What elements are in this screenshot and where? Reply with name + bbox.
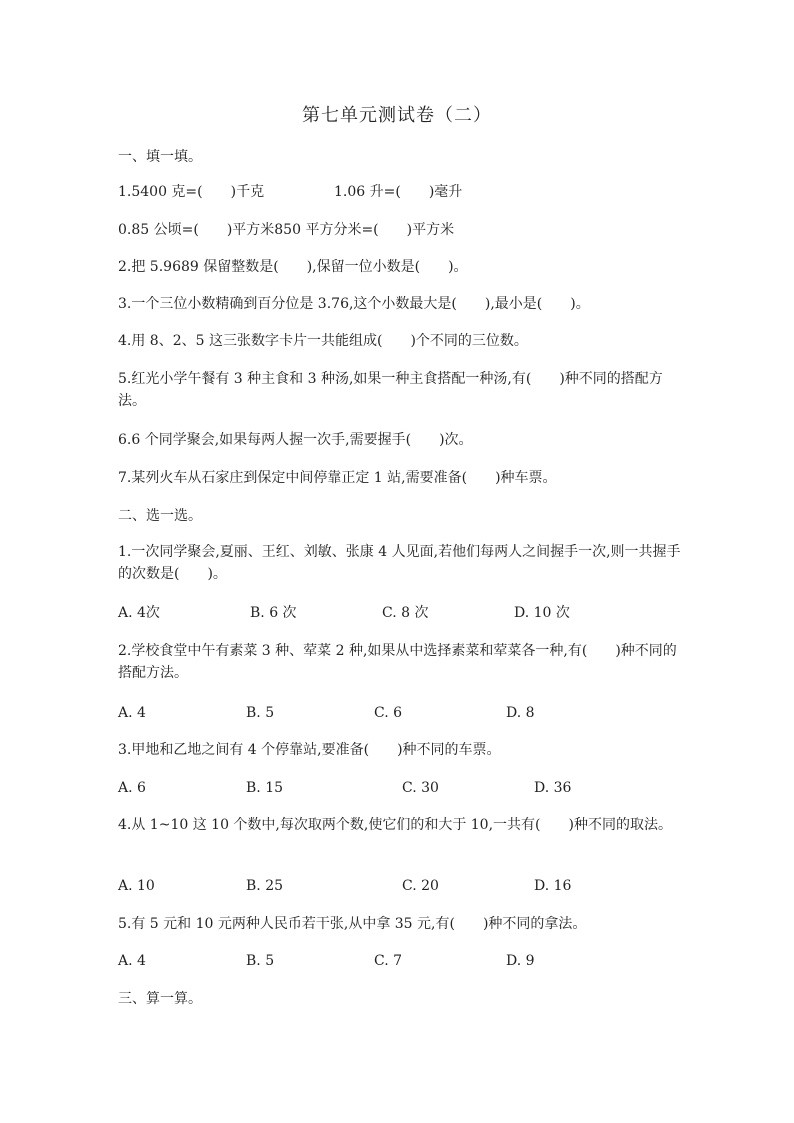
- fill-question-1c: 0.85 公顷=( )平方米850 平方分米=( )平方米: [118, 222, 455, 238]
- option-c: C. 8 次: [382, 605, 429, 621]
- option-b: B. 5: [246, 705, 275, 721]
- section-heading-calc: 三、算一算。: [118, 991, 202, 1007]
- option-b: B. 6 次: [250, 605, 297, 621]
- choice-question-2: 2.学校食堂中午有素菜 3 种、荤菜 2 种,如果从中选择素菜和荤菜各一种,有( )种不同的搭配方法。: [118, 643, 677, 681]
- fill-question-3: 3.一个三位小数精确到百分位是 3.76,这个小数最大是( ),最小是( )。: [118, 296, 590, 312]
- option-d: D. 9: [506, 953, 535, 969]
- choice-question-4: 4.从 1~10 这 10 个数中,每次取两个数,使它们的和大于 10,一共有( )种不同的取法。: [118, 817, 672, 833]
- option-b: B. 15: [246, 780, 284, 796]
- choice-question-3: 3.甲地和乙地之间有 4 个停靠站,要准备( )种不同的车票。: [118, 742, 501, 758]
- option-c: C. 20: [402, 878, 439, 894]
- section-heading-fill: 一、填一填。: [118, 149, 202, 165]
- fill-question-4: 4.用 8、2、5 这三张数字卡片一共能组成( )个不同的三位数。: [118, 333, 528, 349]
- option-c: C. 30: [402, 780, 439, 796]
- option-d: D. 8: [506, 705, 535, 721]
- option-a: A. 4: [118, 953, 146, 969]
- fill-question-2: 2.把 5.9689 保留整数是( ),保留一位小数是( )。: [118, 259, 468, 275]
- option-b: B. 5: [246, 953, 275, 969]
- fill-question-1a: 1.5400 克=( )千克: [118, 184, 265, 200]
- fill-question-1b: 1.06 升=( )毫升: [334, 184, 463, 200]
- option-d: D. 10 次: [514, 605, 570, 621]
- option-a: A. 4次: [118, 605, 160, 621]
- choice-question-5: 5.有 5 元和 10 元两种人民币若干张,从中拿 35 元,有( )种不同的拿法。: [118, 916, 587, 932]
- option-d: D. 16: [534, 878, 572, 894]
- choice-question-1: 1.一次同学聚会,夏丽、王红、刘敏、张康 4 人见面,若他们每两人之间握手一次,则一共握手的次数是( )。: [118, 544, 681, 582]
- option-a: A. 10: [118, 878, 155, 894]
- option-b: B. 25: [246, 878, 284, 894]
- fill-question-5: 5.红光小学午餐有 3 种主食和 3 种汤,如果一种主食搭配一种汤,有( )种不同的搭配方法。: [118, 371, 663, 409]
- section-heading-choice: 二、选一选。: [118, 508, 202, 524]
- option-c: C. 7: [374, 953, 403, 969]
- page-title: 第七单元测试卷（二）: [302, 105, 492, 126]
- fill-question-7: 7.某列火车从石家庄到保定中间停靠正定 1 站,需要准备( )种车票。: [118, 470, 557, 486]
- option-d: D. 36: [534, 780, 572, 796]
- option-a: A. 6: [118, 780, 146, 796]
- option-c: C. 6: [374, 705, 403, 721]
- option-a: A. 4: [118, 705, 146, 721]
- fill-question-6: 6.6 个同学聚会,如果每两人握一次手,需要握手( )次。: [118, 432, 473, 448]
